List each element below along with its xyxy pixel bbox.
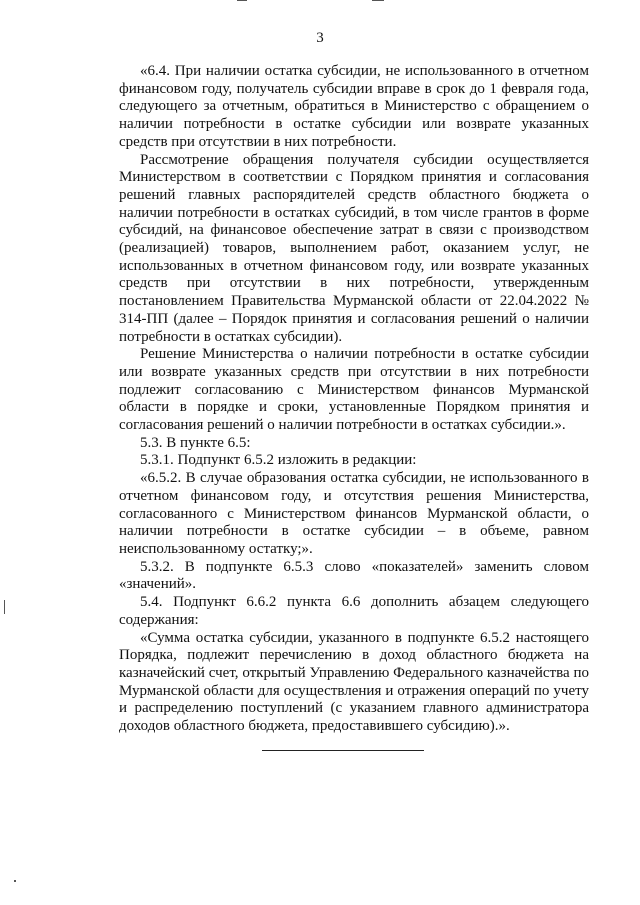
page-number: 3 (316, 30, 324, 46)
closing-divider-line (262, 750, 424, 751)
scan-artifact-top (372, 0, 384, 1)
paragraph-5-3-1: 5.3.1. Подпункт 6.5.2 изложить в редакции: (140, 452, 417, 469)
paragraph-5-3-2: 5.3.2. В подпункте 6.5.3 слово «показателей» заменить словом «значений». (119, 558, 589, 593)
paragraph-ministry-decision: Решение Министерства о наличии потребности в остатке субсидии или возврате указанных средств при отсутствии в них потребности подлежит согласованию с Министерством финансов Мурманской области в порядке и сроки, установленные Порядком принятия и согласования решений о наличии потребности в остатках субсидии.». (119, 346, 589, 434)
document-body (119, 63, 589, 736)
paragraph-6-4: «6.4. При наличии остатка субсидии, не использованного в отчетном финансовом году, получатель субсидии вправе в срок до 1 февраля года, следующего за отчетным, обратиться в Министерство с обращением о наличии потребности в остатке субсидии или возврате указанных средств при отсутствии в них потребности. (119, 63, 589, 150)
scan-artifact-left (4, 600, 5, 614)
paragraph-6-5-2: «6.5.2. В случае образования остатка субсидии, не использованного в отчетном финансовом году, и отсутствия решения Министерства, согласованного с Министерством финансов Мурманской области, о наличии потребности в остатке субсидии – в объеме, равном неиспользованному остатку;». (119, 470, 589, 557)
scan-artifact-top (237, 0, 247, 1)
scan-artifact-left (14, 880, 16, 882)
paragraph-5-3: 5.3. В пункте 6.5: (140, 434, 251, 451)
paragraph-5-4: 5.4. Подпункт 6.6.2 пункта 6.6 дополнить абзацем следующего содержания: (119, 594, 589, 628)
paragraph-subsidy-remainder: «Сумма остатка субсидии, указанного в подпункте 6.5.2 настоящего Порядка, подлежит перечислению в доход областного бюджета на казначейский счет, открытый Управлению Федерального казначейства по Мурманской области для осуществления и отражения операций по учету и распределению поступлений (с указанием главного администратора доходов областного бюджета, предоставившего субсидию).». (119, 629, 589, 735)
paragraph-review-procedure: Рассмотрение обращения получателя субсидии осуществляется Министерством в соответствии с Порядком принятия и согласования решений главных распорядителей средств областного бюджета о наличии потребности в остатках субсидий, в том числе грантов в форме субсидий, на финансовое обеспечение затрат в связи с производством (реализацией) товаров, выполнением работ, оказанием услуг, не использованных в отчетном финансовом году, или возврате указанных средств при отсутствии в них потребности, утвержденным постановлением Правительства Мурманской области от 22.04.2022 № 314-ПП (далее – Порядок принятия и согласования решений о наличии потребности в остатках субсидии). (119, 151, 589, 345)
